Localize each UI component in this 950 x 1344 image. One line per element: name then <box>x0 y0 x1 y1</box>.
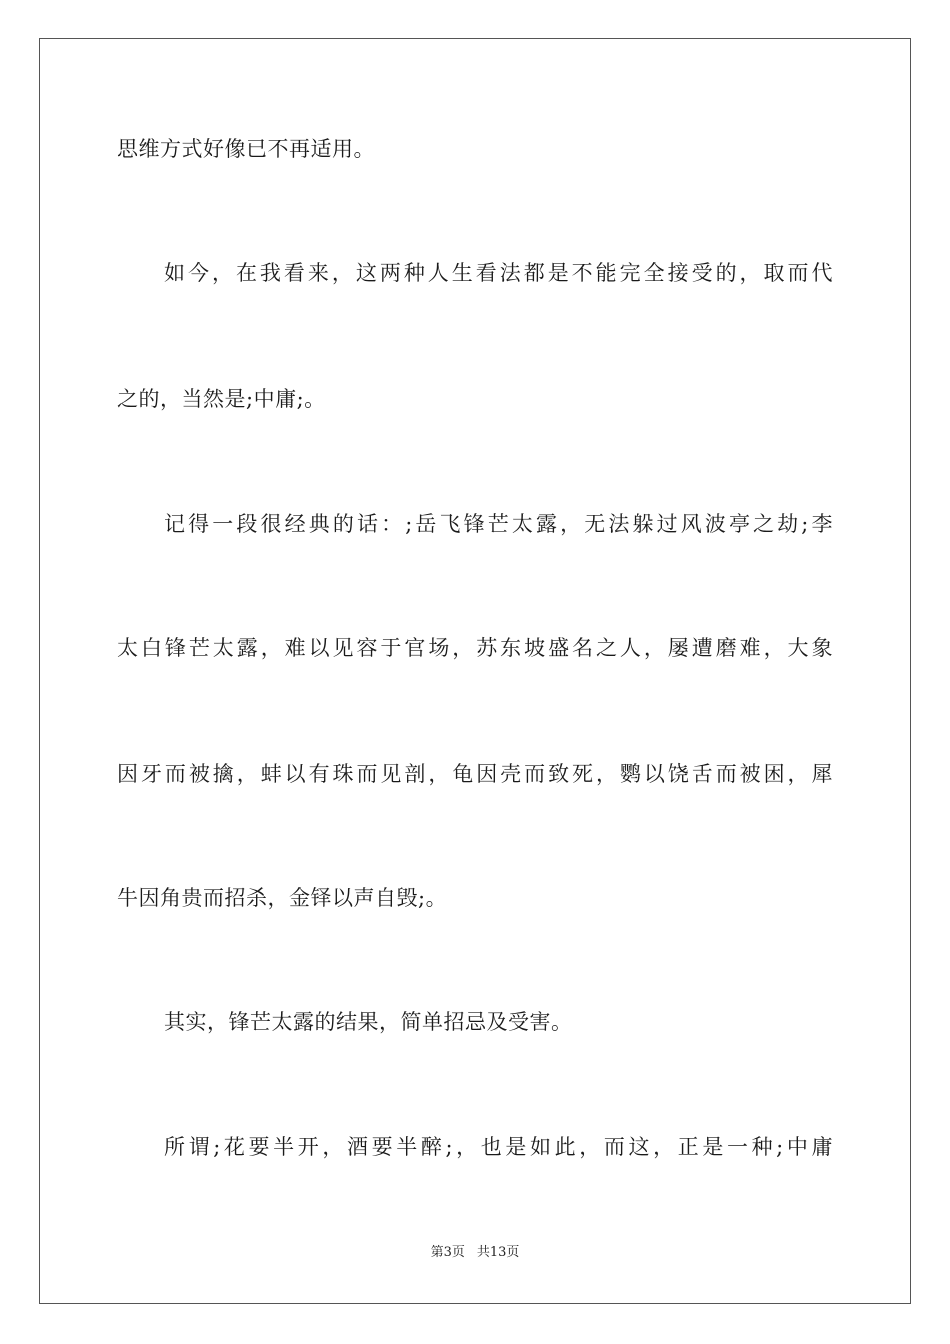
paragraph-line: 如今，在我看来，这两种人生看法都是不能完全接受的，取而代 <box>164 261 833 285</box>
paragraph-line: 牛因角贵而招杀，金铎以声自毁;。 <box>117 886 448 910</box>
page-frame <box>39 38 911 1304</box>
paragraph-line: 因牙而被擒，蚌以有珠而见剖，龟因壳而致死，鹦以饶舌而被困，犀 <box>117 762 833 786</box>
paragraph-line: 其实，锋芒太露的结果，简单招忌及受害。 <box>164 1010 573 1034</box>
paragraph-line: 记得一段很经典的话：;岳飞锋芒太露，无法躲过风波亭之劫;李 <box>164 512 833 536</box>
page-number: 第3页 <box>430 1245 465 1260</box>
paragraph-line: 之的，当然是;中庸;。 <box>117 387 326 411</box>
paragraph-line: 思维方式好像已不再适用。 <box>117 137 375 161</box>
paragraph-line: 所谓;花要半开，酒要半醉;，也是如此，而这，正是一种;中庸 <box>164 1135 833 1159</box>
page-total: 共13页 <box>476 1245 520 1260</box>
paragraph-line: 太白锋芒太露，难以见容于官场，苏东坡盛名之人，屡遭磨难，大象 <box>117 636 833 660</box>
page-footer <box>0 1244 950 1262</box>
